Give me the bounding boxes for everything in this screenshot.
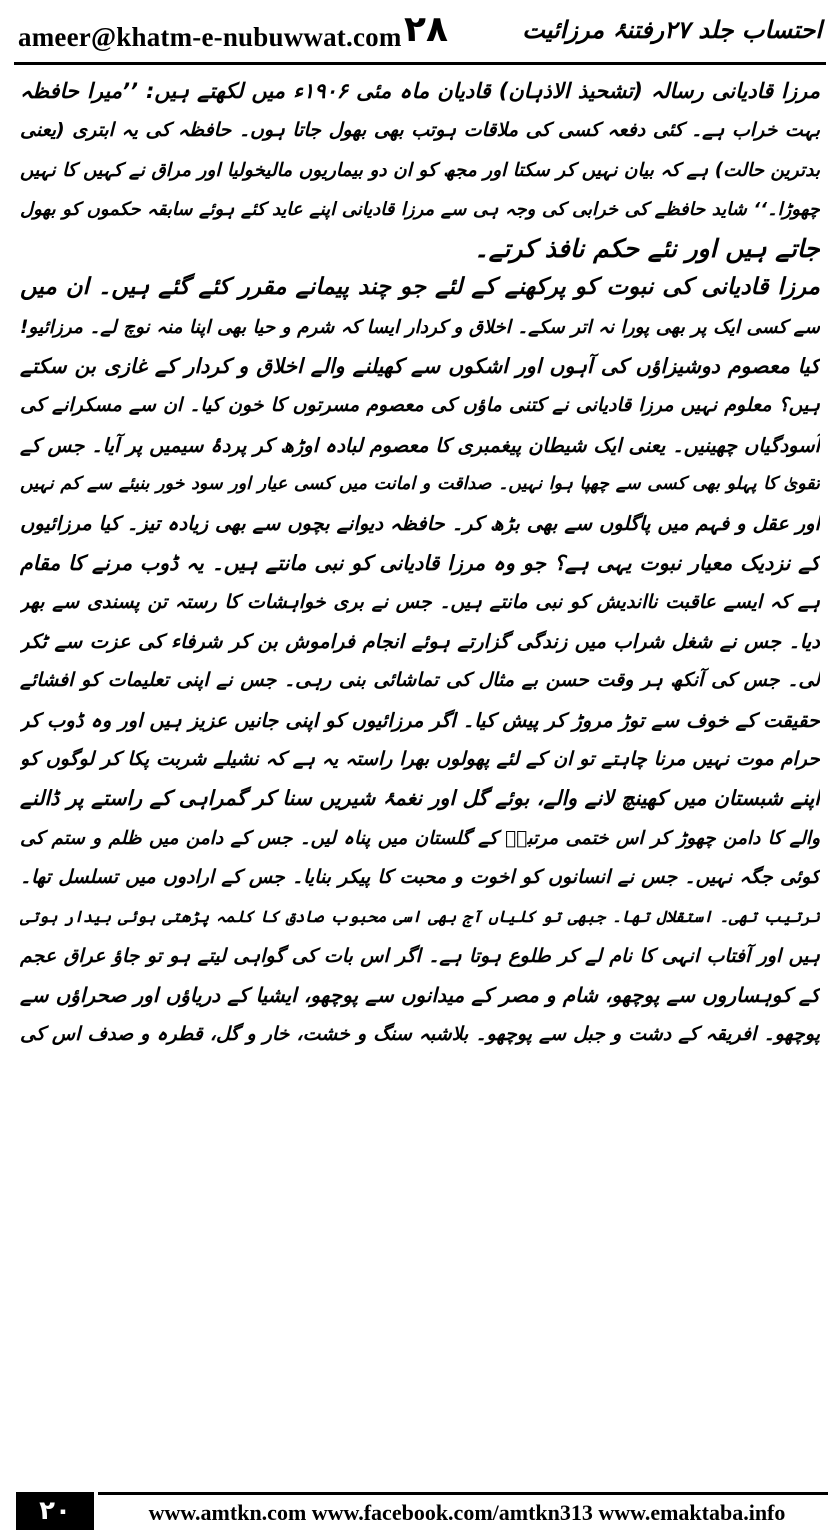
text-line: کیا معصوم دوشیزاؤں کی آہوں اور اشکوں سے کھیلنے والے اخلاق و کردار کے غازی بن سکتے (20, 354, 820, 379)
text-line: کوئی جگہ نہیں۔ جس نے انسانوں کو اخوت و محبت کا پیکر بنایا۔ جس کے ارادوں میں تسلسل تھا۔ (20, 865, 820, 888)
page-body-text (20, 72, 820, 1472)
footer-divider (98, 1492, 828, 1495)
text-line: بدترین حالت) ہے کہ بیان نہیں کر سکتا اور مجھ کو ان دو بیماریوں مالیخولیا اور مراق نے کہیں کا نہیں (20, 159, 820, 181)
text-line: مرزا قادیانی کی نبوت کو پرکھنے کے لئے جو چند پیمانے مقرر کئے گئے ہیں۔ ان میں (20, 274, 820, 301)
header-divider (14, 62, 826, 65)
text-line: دیا۔ جس نے شغل شراب میں زندگی گزارتے ہوئے انجام فراموش بن کر شرفاء کی عزت سے ٹکر (20, 630, 820, 654)
text-line: ترتیب تھی۔ استقلال تھا۔ جبھی تو کلیاں آج بھی اسی محبوب صادق کا کلمہ پڑھتی ہوئی بیدار ہوتی (20, 907, 820, 927)
text-line: کے نزدیک معیار نبوت یہی ہے؟ جو وہ مرزا قادیانی کو نبی مانتے ہیں۔ یہ ڈوب مرنے کا مقام (20, 550, 820, 575)
header-page-number: ۲۸ (404, 9, 448, 50)
header-email: ameer@khatm-e-nubuwwat.com (18, 22, 402, 52)
text-line: بہت خراب ہے۔ کئی دفعہ کسی کی ملاقات ہوتب بھی بھول جاتا ہوں۔ حافظہ کی یہ ابتری (یعنی (20, 119, 820, 142)
text-line: مرزا قادیانی رسالہ (تشحیذ الاذہان) قادیان ماہ مئی ۱۹۰۶ء میں لکھتے ہیں: ’’میرا حافظہ (20, 79, 820, 103)
text-line: پوچھو۔ افریقہ کے دشت و جبل سے پوچھو۔ بلاشبہ سنگ و خشت، خار و گل، قطرہ و صدف اس کی (20, 1023, 820, 1046)
text-line: کے کوہساروں سے پوچھو، شام و مصر کے میدانوں سے پوچھو، ایشیا کے دریاؤں اور صحراؤں سے (20, 982, 820, 1007)
text-line: سے کسی ایک پر بھی پورا نہ اتر سکے۔ اخلاق و کردار ایسا کہ شرم و حیا بھی اپنا منہ نوچ لے۔ مرزائیو! (20, 316, 820, 338)
footer-page-number: ۲۰ (16, 1492, 94, 1530)
text-line: تقویٰ کا پہلو بھی کسی سے چھپا ہوا نہیں۔ صداقت و امانت میں کسی عیار اور سود خور بنیئے سے کم نہیں (20, 473, 820, 494)
footer-website-links: www.amtkn.com www.facebook.com/amtkn313 www.emaktaba.info (148, 1500, 786, 1525)
page-footer (0, 1484, 840, 1540)
text-line: لی۔ جس کی آنکھ ہر وقت حسن بے مثال کی تماشائی بنی رہی۔ جس نے اپنی تعلیمات کو افشائے (20, 669, 820, 692)
text-line: ہیں؟ معلوم نہیں مرزا قادیانی نے کتنی ماؤں کی معصوم مسرتوں کا خون کیا۔ ان سے مسکرانے کی (20, 394, 820, 417)
text-line: آسودگیاں چھینیں۔ یعنی ایک شیطان پیغمبری کا معصوم لبادہ اوڑھ کر پردۂ سیمیں پر آیا۔ جس کے (20, 433, 820, 457)
text-line: ہے کہ ایسے عاقبت نااندیش کو نبی مانتے ہیں۔ جس نے بری خواہشات کا رستہ تن پسندی سے بھر (20, 590, 820, 613)
text-line: جاتے ہیں اور نئے حکم نافذ کرتے۔ (474, 234, 820, 264)
text-line: حقیقت کے خوف سے توڑ مروڑ کر پیش کیا۔ اگر مرزائیوں کو اپنی جانیں عزیز ہیں اور وہ ڈوب کر (20, 708, 820, 732)
text-line: حرام موت نہیں مرنا چاہتے تو ان کے لئے پھولوں بھرا راستہ یہ ہے کہ نشیلے شربت پکا کر لوگوں کو (20, 748, 820, 771)
page-header (0, 0, 840, 66)
text-line: والے کا دامن چھوڑ کر اس ختمی مرتبتؐ کے گلستان میں پناہ لیں۔ جس کے دامن میں ظلم و ستم کی (20, 827, 820, 849)
text-line: اور عقل و فہم میں پاگلوں سے بھی بڑھ کر۔ حافظہ دیوانے بچوں سے بھی زیادہ تیز۔ کیا مرزائیوں (20, 512, 820, 536)
text-line: ہیں اور آفتاب انہی کا نام لے کر طلوع ہوتا ہے۔ اگر اس بات کی گواہی لیتے ہو تو جاؤ عراق عجم (20, 944, 820, 967)
text-line: چھوڑا۔‘‘ شاید حافظے کی خرابی کی وجہ ہی سے مرزا قادیانی اپنے عاید کئے ہوئے سابقہ حکموں کو بھول (20, 198, 820, 220)
header-book-title: احتساب جلد ۲۷رفتنۂ مرزائیت (522, 16, 822, 44)
text-line: اپنے شبستان میں کھینچ لانے والے، بوئے گل اور نغمۂ شیریں سنا کر گمراہی کے راستے پر ڈالنے (20, 786, 820, 811)
